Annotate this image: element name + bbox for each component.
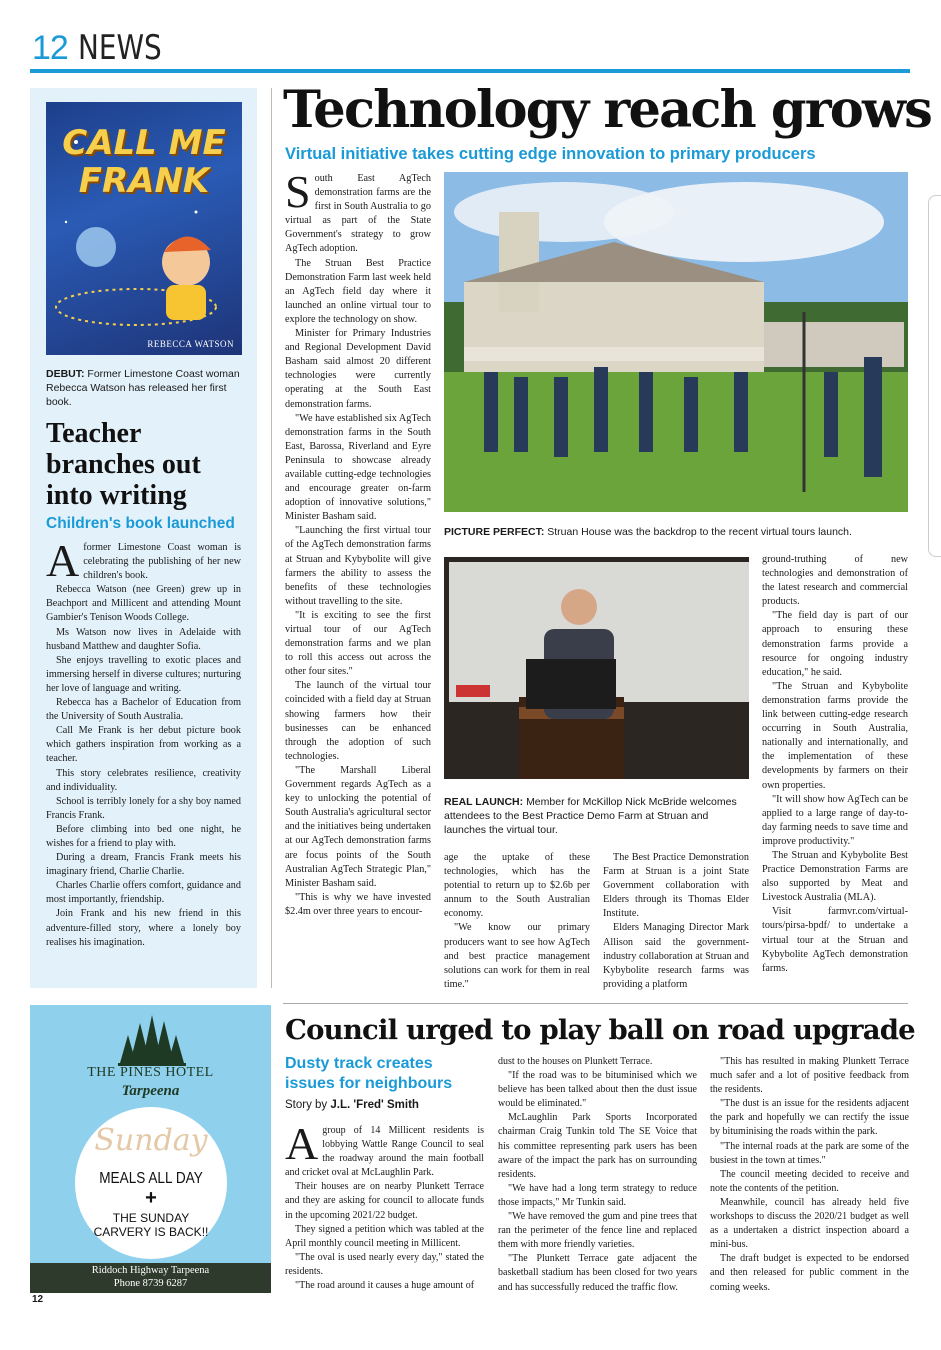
paragraph: dust to the houses on Plunkett Terrace. [498,1056,653,1067]
caption-label: DEBUT: [46,368,85,380]
paragraph: Visit farmvr.com/virtual-tours/pirsa-bpdf/ to undertake a virtual tour at the Struan and Kybybolite AgTech demonstration farms. [762,906,908,974]
section-name: NEWS [77,28,162,68]
caption-label: REAL LAUNCH: [444,796,524,808]
paragraph: "The field day is part of our approach to ensuring these demonstration farms provide a resource for ongoing industry education," he said. [762,610,908,678]
paragraph: School is terribly lonely for a shy boy named Francis Frank. [46,795,241,821]
paragraph: "It is exciting to see the first virtual tour of our AgTech demonstration farms and we plan to roll this access out across the other four sites." [285,609,431,678]
ad-line2: THE SUNDAY CARVERY IS BACK!! [93,1211,209,1239]
ad-line1: MEALS ALL DAY [99,1170,203,1187]
speaker-photo [444,557,749,779]
paragraph: She enjoys travelling to exotic places and immersing herself in diverse cultures; nurturing her love of language and writing. [46,654,241,694]
paragraph: "The Marshall Liberal Government regards AgTech as a key to unlocking the potential of South Australia's agricultural sector and the initiatives being undertaken at our AgTech demonstration farms are focus points of the South Australian AgTech Strategic Plan," Minister Basham said. [285,764,431,889]
main-col-1 [285,166,431,919]
paragraph: McLaughlin Park Sports Incorporated chairman Craig Tunkin told The SE Voice that his committee representing park users has been aware of the impact the park has on surrounding residents. [498,1112,697,1180]
paragraph: Join Frank and his new friend in this adventure-filled story, where a lonely boy realises his imagination. [46,908,241,948]
paragraph: Elders Managing Director Mark Allison said the government-industry collaboration at Struan and Kybybolite research farms was providing a platform [603,922,749,990]
byline-prefix: Story by [285,1099,328,1111]
paragraph: Meanwhile, council has already held five workshops to discuss the 2020/21 budget as well as a undertaken a district inspection aboard a mini-bus. [710,1196,909,1251]
paragraph: During a dream, Francis Frank meets his imaginary friend, Charlie Charlie. [46,852,241,878]
paragraph: former Limestone Coast woman is celebrating the publishing of her new children's book. [83,542,241,582]
caption-text: Member for McKillop Nick McBride welcomes attendees to the Best Practice Demo Farm at Struan and launches the virtual tour. [444,796,737,836]
book-title: CALL ME FRANK [62,123,226,201]
story-divider [283,1003,908,1004]
paragraph: The Best Practice Demonstration Farm at Struan is a joint State Government collaboration with Elders through its Thomas Elder Institute. [603,852,749,920]
byline-name: J.L. 'Fred' Smith [330,1099,419,1111]
paragraph: "We know our primary producers want to see how AgTech and best practice management solutions can work for them in real time." [444,922,590,990]
second-headline: Council urged to play ball on road upgrade [285,1014,915,1046]
book-author: REBECCA WATSON [147,339,234,349]
paragraph: Rebecca has a Bachelor of Education from the University of South Australia. [46,697,241,723]
paragraph: "We have removed the gum and pine trees that ran the perimeter of the fence line and replaced them with more friendly varieties. [498,1211,697,1251]
drop-cap: A [285,1118,319,1169]
photo2-caption [444,795,749,837]
caption-text: Struan House was the backdrop to the recent virtual tours launch. [547,526,852,538]
paragraph: group of 14 Millicent residents is lobbying Wattle Range Council to seal the roadway around the main football and cricket oval at McLaughlin Park. [285,1125,484,1179]
main-col-4 [762,553,908,976]
paragraph: "It will show how AgTech can be applied to a large range of day-to-day farming needs to save time and improve productivity." [762,793,908,847]
sidebar-headline: Teacher branches out into writing [46,418,201,511]
paragraph: The Struan and Kybybolite Best Practice Demonstration Farms are also supported by Meat and Livestock Australia (MLA). [762,849,908,904]
second-col-1 [285,1118,484,1293]
paragraph: ground-truthing of new technologies and demonstration of the latest research and commercial products. [762,554,908,608]
page-header [32,28,180,68]
paragraph: The Struan Best Practice Demonstration Farm last week held an AgTech field day where it launched an online virtual tour to explore the technology on show. [285,257,431,325]
paragraph: age the uptake of these technologies, which has the potential to return up to $2.6b per annum to the South Australian economy. [444,852,590,920]
pine-trees-icon [30,1013,271,1073]
struan-house-photo [444,172,908,512]
main-subhead: Virtual initiative takes cutting edge innovation to primary producers [285,145,816,163]
paragraph: "Launching the first virtual tour of the AgTech demonstration farms at Struan and Kybybolite will give farmers the ability to assess the benefits of these technologies without travelling to the site. [285,525,431,607]
page-number: 12 [32,29,68,67]
paragraph: "The Plunkett Terrace gate adjacent the basketball stadium has been closed for two years and has successfully reduced the traffic flow. [498,1253,697,1293]
ad-plus: + [145,1187,157,1209]
column-divider [271,88,272,988]
scrollbar-handle[interactable] [928,195,941,557]
caption-label: PICTURE PERFECT: [444,526,545,538]
paragraph: Rebecca Watson (nee Green) grew up in Beachport and Millicent and attending Mount Gambier's Tenison Woods College. [46,584,241,624]
second-subhead: Dusty track creates issues for neighbours [285,1055,453,1092]
byline [285,1099,419,1111]
paragraph: "This is why we have invested $2.4m over three years to encour- [285,891,431,917]
paragraph: The draft budget is expected to be endorsed and then released for public comment in the coming weeks. [710,1253,909,1293]
paragraph: Their houses are on nearby Plunkett Terrace and they are asking for council to allocate funds in the upcoming 2021/22 budget. [285,1181,484,1221]
sidebar-article-body [46,535,241,950]
caption-text: Former Limestone Coast woman Rebecca Watson has released her first book. [46,368,240,408]
paragraph: "We have had a long term strategy to reduce those impacts," Mr Tunkin said. [498,1182,697,1208]
paragraph: Minister for Primary Industries and Regional Development David Basham said almost 20 different technologies were currently operating at the South East demonstration farms. [285,328,431,410]
photo1-caption [444,525,908,539]
paragraph: "The Struan and Kybybolite demonstration farms provide the link between cutting-edge research occurring in South Australia, nationally and internationally, and the implementation of these developments by farmers on their own properties. [762,680,908,791]
drop-cap: A [46,535,80,586]
paragraph: Ms Watson now lives in Adelaide with husband Matthew and daughter Sofia. [46,626,241,652]
paragraph: Charles Charlie offers comfort, guidance and most importantly, friendship. [46,880,241,906]
ad-address: Riddoch Highway Tarpeena [91,1265,210,1276]
main-col-3 [603,851,749,992]
sidebar-subhead: Children's book launched [46,515,235,532]
paragraph: Call Me Frank is her debut picture book which gathers inspiration from working as a teacher. [46,725,241,765]
paragraph: They signed a petition which was tabled at the April monthly council meeting in Millicent. [285,1223,484,1249]
main-headline: Technology reach grows [283,80,932,140]
hotel-name: THE PINES HOTEL [87,1065,214,1080]
header-rule [30,69,910,73]
paragraph: "If the road was to be bituminised which we believe has been talked about then the dust issue would be eliminated." [498,1070,697,1110]
main-col-2 [444,851,590,992]
paragraph: The council meeting decided to receive and note the contents of the petition. [710,1168,909,1194]
paragraph: This story celebrates resilience, creativity and individuality. [46,767,241,793]
paragraph: outh East AgTech demonstration farms are the first in South Australia to go virtual as part of the State Government's strategy to grow AgTech adoption. [285,173,431,255]
ad-script-word: Sunday [94,1123,208,1158]
pines-hotel-ad [30,1005,271,1293]
drop-cap: S [285,166,311,217]
paragraph: "We have established six AgTech demonstration farms in the South East, Barossa, Riverland and Eyre Peninsula to showcase already available cutting-edge technologies and encourage greater on-farm adoption of innovative solutions," Minister Basham said. [285,412,431,523]
paragraph: Before climbing into bed one night, he wishes for a friend to play with. [46,823,241,849]
second-col-2 [498,1055,697,1295]
paragraph: "This has resulted in making Plunkett Terrace much safer and a lot of positive feedback from the residents. [710,1056,909,1096]
second-col-3 [710,1055,909,1295]
paragraph: "The oval is used nearly every day," stated the residents. [285,1251,484,1277]
paragraph: "The dust is an issue for the residents adjacent the park and hopefully we can rectify the issue by bituminising the roads within the park. [710,1098,909,1138]
ad-phone: Phone 8739 6287 [113,1278,188,1289]
paragraph: The launch of the virtual tour coincided with a field day at Struan showing farmers how their businesses can be enhanced through the adoption of such technologies. [285,680,431,762]
book-caption [46,367,242,409]
footer-page-number: 12 [32,1294,44,1305]
paragraph: "The road around it causes a huge amount of [295,1280,475,1292]
hotel-town: Tarpeena [121,1083,180,1099]
paragraph: "The internal roads at the park are some of the busiest in the town at times." [710,1140,909,1166]
book-cover [46,102,242,355]
